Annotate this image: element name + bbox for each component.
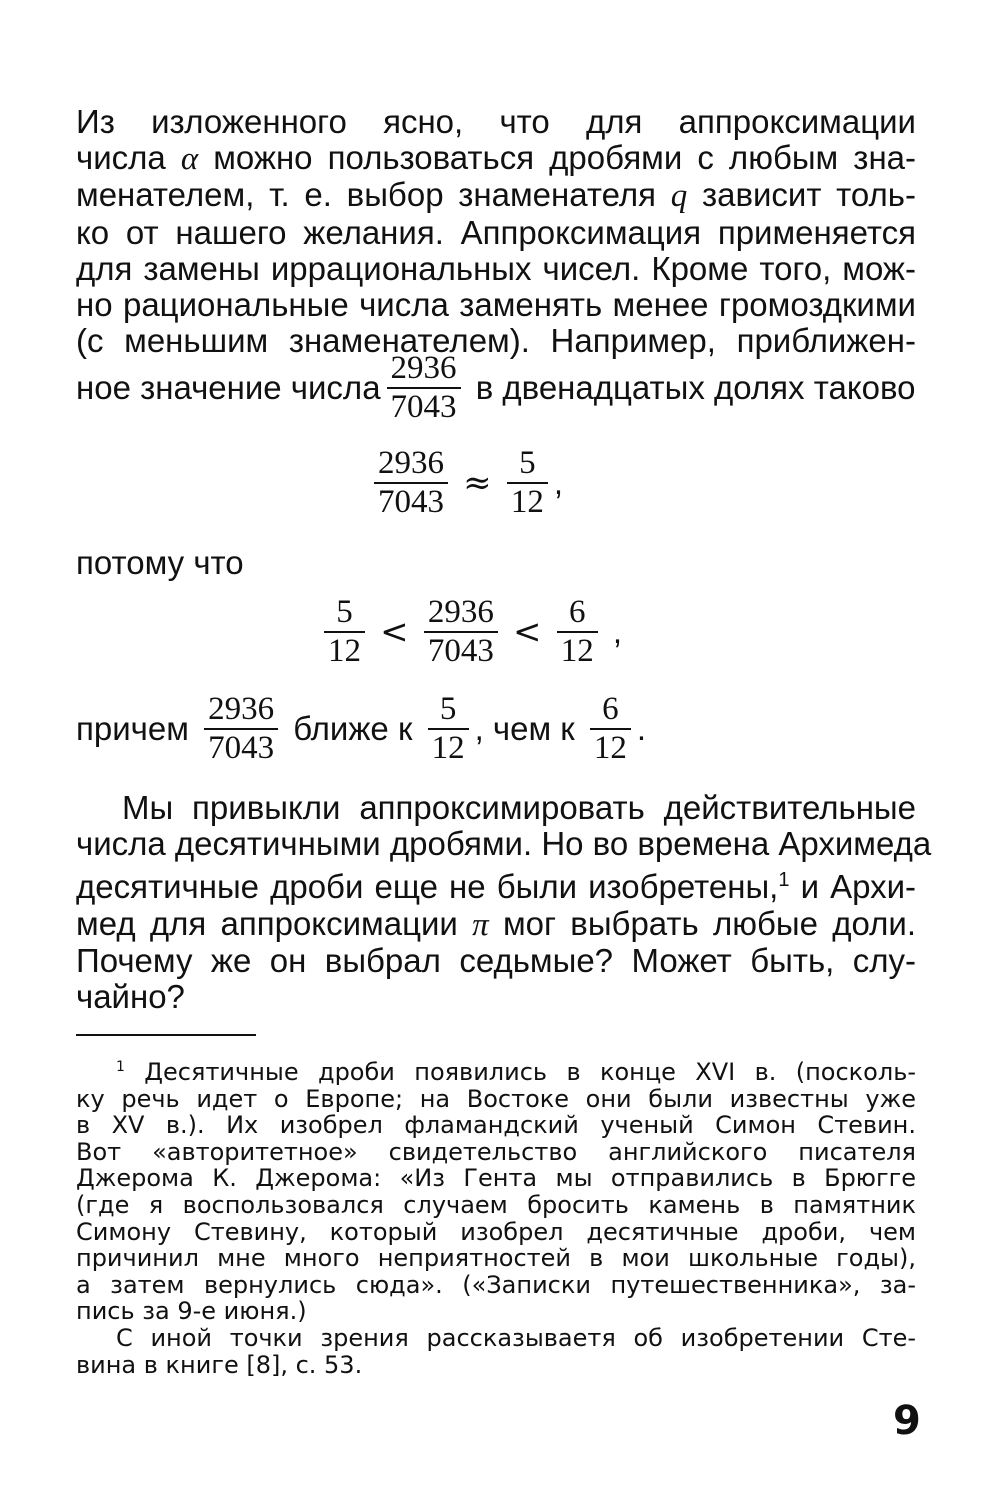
equation-inequality: $\frac{5}{12}$ < $\frac{2936}{7043}$ < $\frac{6}{12}$ , (318, 596, 622, 668)
text-line: для замены иррациональных чисел. Кроме того, мож- (76, 249, 916, 287)
text-line: чайно? (76, 978, 185, 1016)
footnote-line: вина в книге [8], с. 53. (76, 1350, 363, 1379)
footnote-line: Вот «авторитетное» свидетельство английского писателя (76, 1137, 916, 1166)
footnote-divider (76, 1034, 256, 1036)
paragraph-2 (76, 789, 932, 1016)
text-line: но рациональные числа заменять менее громоздкими (76, 286, 916, 324)
footnote-line: С иной точки зрения рассказываетя об изобретении Сте- (116, 1323, 916, 1352)
text-line: Мы привыкли аппроксимировать действительные (122, 789, 916, 826)
fraction-5-12: $\frac{5}{12}$ (428, 693, 469, 765)
footnote-line: $^1$ Десятичные дроби появились в конце XVI в. (посколь- (116, 1058, 916, 1086)
text-line: (с меньшим знаменателем). Например, приближен- (76, 322, 916, 360)
footnote-line: в XV в.). Их изобрел фламандский ученый Симон Стевин. (76, 1111, 916, 1140)
q-symbol: q (670, 178, 688, 215)
footnote-line: (где я воспользовался случаем бросить камень в памятник (76, 1190, 916, 1219)
footnote-line: Джерома К. Джерома: «Из Гента мы отправились в Брюгге (76, 1164, 916, 1193)
footnote-line: ку речь идет о Европе; на Востоке они были известны уже (76, 1084, 916, 1113)
text-line: мед для аппроксимации π мог выбрать любые доли. (76, 904, 916, 943)
footnote-line: причинил мне много неприятностей в мои школьные годы), (76, 1244, 916, 1273)
footnote-line: а затем вернулись сюда». («Записки путешественника», за- (76, 1270, 916, 1299)
comparison-line: причем $\frac{2936}{7043}$ ближе к $\frac{5}{12}$ , чем к $\frac{6}{12}$ . (76, 691, 647, 766)
inline-fraction-line: ное значение числа $\frac{2936}{7043}$ в двенадцатых долях таково (76, 350, 916, 425)
footnote-line: Симону Стевину, который изобрел десятичные дроби, чем (76, 1217, 916, 1246)
footnote-line: пись за 9-е июня.) (76, 1297, 307, 1326)
text-line: ко от нашего желания. Аппроксимация применяется (76, 213, 916, 251)
text-line: менателем, т. е. выбор знаменателя q зависит толь- (76, 176, 916, 215)
fraction-5-12: $\frac{5}{12}$ (324, 596, 365, 668)
fraction-2936-7043: $\frac{2936}{7043}$ (204, 693, 278, 765)
page-number: 9 (893, 1398, 921, 1444)
text-line: числа десятичными дробями. Но во времена Архимеда (76, 825, 932, 863)
text-line: десятичные дроби еще не были изобретены,$^1$ и Архи- (76, 868, 916, 906)
fraction-2936-7043: $\frac{2936}{7043}$ (424, 596, 498, 668)
fraction-5-12: $\frac{5}{12}$ (507, 447, 548, 519)
footnote-mark: 1 (116, 1059, 125, 1075)
fraction-2936-7043: $\frac{2936}{7043}$ (374, 447, 448, 519)
footnote (76, 1054, 916, 1378)
text-line: Почему же он выбрал седьмые? Может быть, слу- (76, 941, 916, 979)
fraction-2936-7043: $\frac{2936}{7043}$ (387, 352, 461, 424)
alpha-symbol: α (180, 141, 199, 178)
because-label: потому что (76, 544, 244, 581)
text-line: Из изложенного ясно, что для аппроксимации (76, 103, 916, 140)
pi-symbol: π (472, 906, 489, 943)
fraction-6-12: $\frac{6}{12}$ (590, 693, 631, 765)
paragraph-1 (76, 104, 916, 359)
footnote-mark: 1 (778, 869, 790, 892)
equation-approx: $\frac{2936}{7043}$ ≈ $\frac{5}{12}$ , (368, 447, 563, 519)
text-line: числа α можно пользоваться дробями с любым зна- (76, 139, 917, 178)
fraction-6-12: $\frac{6}{12}$ (557, 596, 598, 668)
